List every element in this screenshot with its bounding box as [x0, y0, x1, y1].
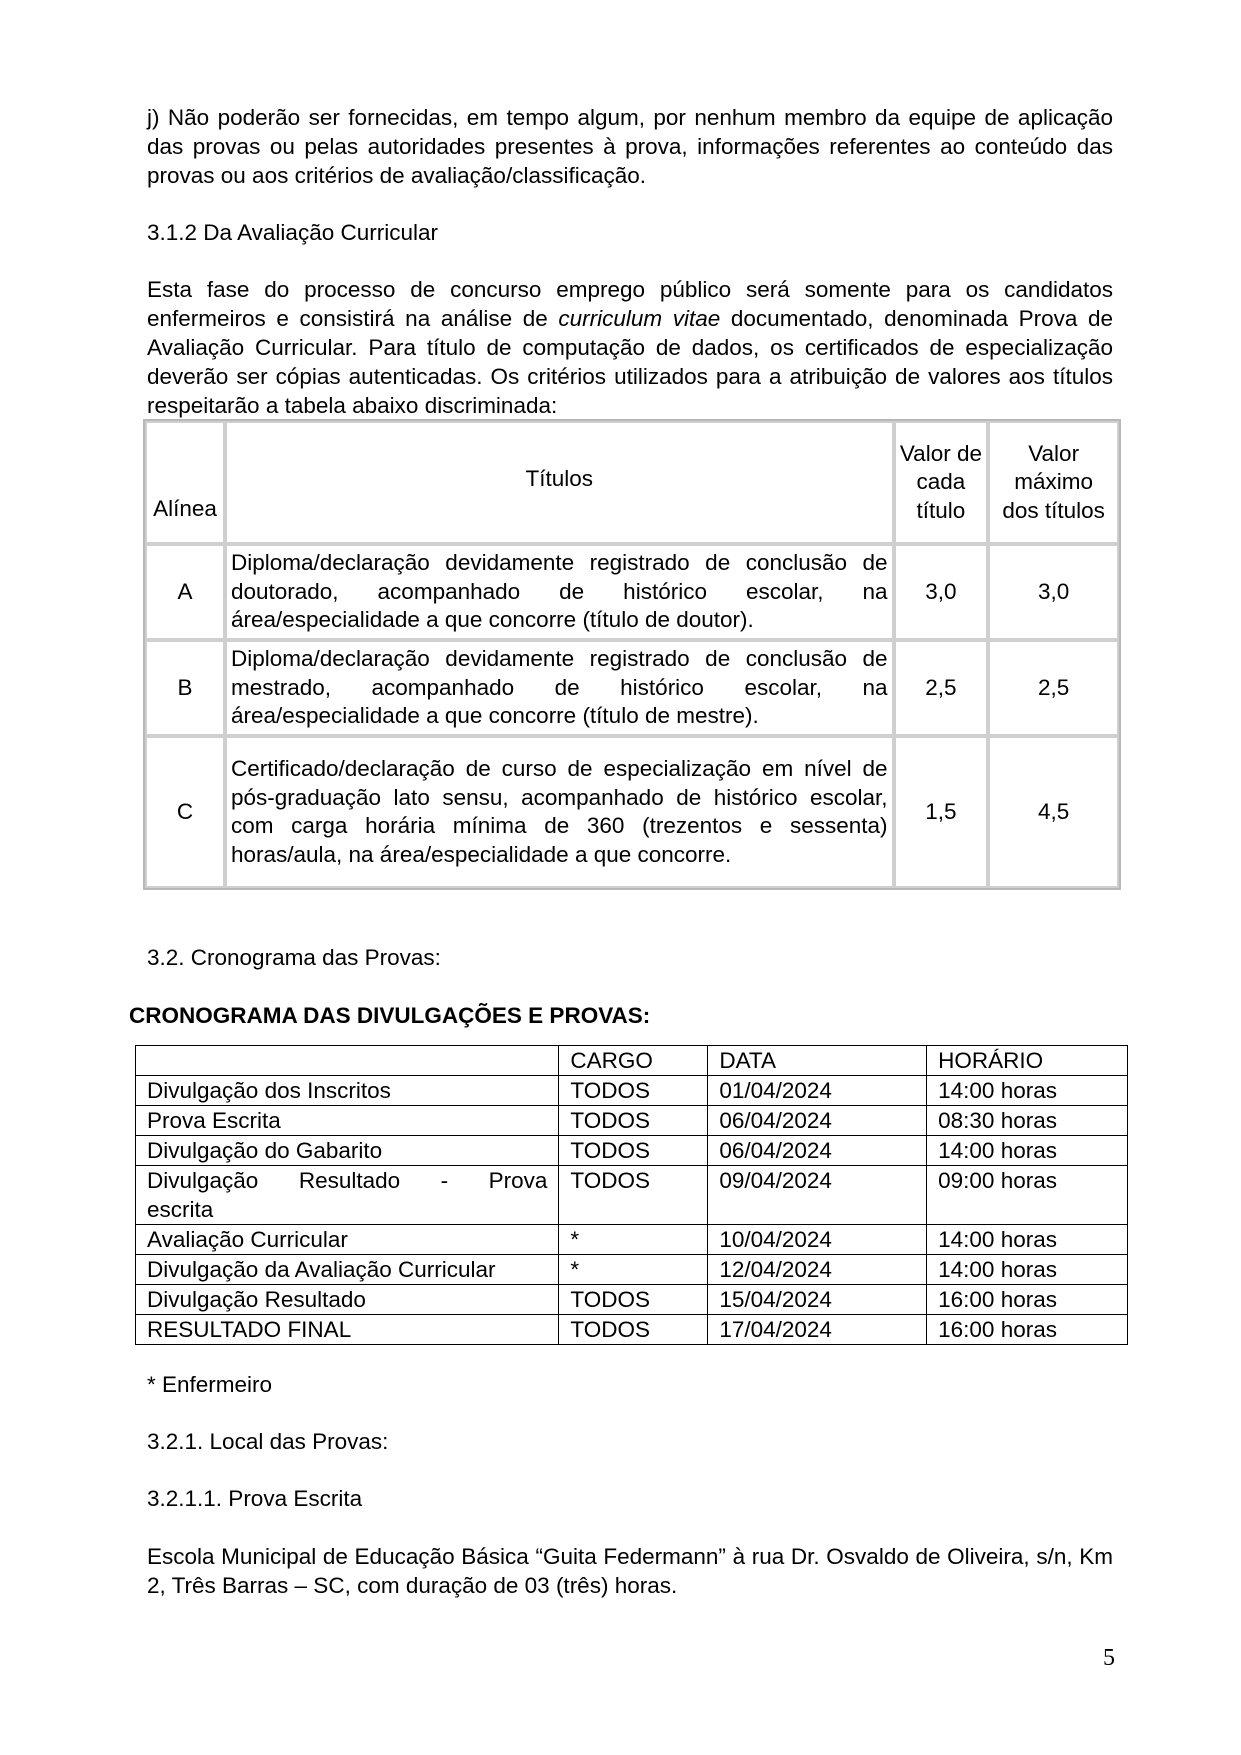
row-data: 15/04/2024	[708, 1285, 927, 1315]
header-valor-cada: Valor de cada título	[894, 421, 989, 544]
row-valor: 2,5	[894, 640, 989, 736]
row-cargo: TODOS	[559, 1285, 708, 1315]
section-heading-3-2-1	[147, 1427, 1113, 1456]
local-paragraph	[147, 1542, 1113, 1600]
titles-table	[143, 419, 1121, 890]
row-valor: 3,0	[894, 544, 989, 640]
row-evento: Divulgação da Avaliação Curricular	[136, 1255, 559, 1285]
row-data: 09/04/2024	[708, 1166, 927, 1225]
header-alinea: Alínea	[145, 421, 225, 544]
table-row	[145, 640, 1119, 736]
row-max: 3,0	[988, 544, 1119, 640]
row-evento: Divulgação dos Inscritos	[136, 1076, 559, 1106]
row-evento: Prova Escrita	[136, 1106, 559, 1136]
local-text: Escola Municipal de Educação Básica “Guita Federmann” à rua Dr. Osvaldo de Oliveira, s/n, Km 2, Três Barras – SC, com duração de 03 (três) horas.	[147, 1544, 1113, 1598]
table-row	[145, 736, 1119, 888]
row-titulo: Certificado/declaração de curso de especialização em nível de pós-graduação lato sensu, acompanhado de histórico escolar, com carga horária mínima de 360 (trezentos e sessenta) horas/aula, na área/especialidade a que concorre.	[225, 736, 894, 888]
table-row	[136, 1076, 1128, 1106]
table-row	[136, 1285, 1128, 1315]
table-row	[136, 1166, 1128, 1225]
row-max: 2,5	[988, 640, 1119, 736]
row-data: 12/04/2024	[708, 1255, 927, 1285]
row-valor: 1,5	[894, 736, 989, 888]
row-max: 4,5	[988, 736, 1119, 888]
footnote	[147, 1370, 1113, 1399]
row-horario: 08:30 horas	[927, 1106, 1128, 1136]
intro-italic: curriculum vitae	[558, 306, 721, 331]
row-alinea: C	[145, 736, 225, 888]
row-horario: 09:00 horas	[927, 1166, 1128, 1225]
table-row	[136, 1315, 1128, 1345]
row-cargo: TODOS	[559, 1315, 708, 1345]
row-alinea: B	[145, 640, 225, 736]
table-row	[145, 544, 1119, 640]
section-3-2-text: 3.2. Cronograma das Provas:	[147, 945, 441, 970]
intro-part2: documentado, denominada Prova de Avaliação Curricular. Para título de computação de dados, os certificados de especialização deverão ser cópias autenticadas. Os critérios utilizados para a atribuição de valores aos títulos respeitarão a tabela abaixo discriminada:	[147, 306, 1114, 418]
row-data: 01/04/2024	[708, 1076, 927, 1106]
row-data: 17/04/2024	[708, 1315, 927, 1345]
section-heading-3-1-2	[147, 218, 1113, 247]
row-titulo: Diploma/declaração devidamente registrado de conclusão de doutorado, acompanhado de histórico escolar, na área/especialidade a que concorre (título de doutor).	[225, 544, 894, 640]
intro-text	[147, 275, 1113, 420]
section-heading-3-2	[147, 943, 1113, 972]
cronograma-title-text: CRONOGRAMA DAS DIVULGAÇÕES E PROVAS:	[129, 1003, 651, 1028]
row-evento: RESULTADO FINAL	[136, 1315, 559, 1345]
row-cargo: TODOS	[559, 1136, 708, 1166]
row-cargo: TODOS	[559, 1106, 708, 1136]
table-row	[136, 1255, 1128, 1285]
section-heading-3-2-1-1	[147, 1484, 1113, 1513]
row-cargo: TODOS	[559, 1076, 708, 1106]
header-evento	[136, 1046, 559, 1076]
section-3-2-1-1-text: 3.2.1.1. Prova Escrita	[147, 1486, 363, 1511]
footnote-text: * Enfermeiro	[147, 1372, 273, 1397]
titles-table-header	[145, 421, 1119, 544]
row-evento: Divulgação Resultado - Prova escrita	[136, 1166, 559, 1225]
row-horario: 16:00 horas	[927, 1315, 1128, 1345]
row-horario: 16:00 horas	[927, 1285, 1128, 1315]
row-cargo: *	[559, 1255, 708, 1285]
paragraph-j	[147, 103, 1113, 190]
row-data: 06/04/2024	[708, 1136, 927, 1166]
paragraph-j-text: j) Não poderão ser fornecidas, em tempo algum, por nenhum membro da equipe de aplicação das provas ou pelas autoridades presentes à prova, informações referentes ao conteúdo das provas ou aos critérios de avaliação/classificação.	[147, 105, 1113, 188]
table-row	[136, 1136, 1128, 1166]
section-3-1-2-text: 3.1.2 Da Avaliação Curricular	[147, 220, 438, 245]
row-evento: Avaliação Curricular	[136, 1225, 559, 1255]
row-horario: 14:00 horas	[927, 1136, 1128, 1166]
intro-paragraph	[147, 275, 1113, 420]
row-horario: 14:00 horas	[927, 1255, 1128, 1285]
row-titulo: Diploma/declaração devidamente registrado de conclusão de mestrado, acompanhado de histórico escolar, na área/especialidade a que concorre (título de mestre).	[225, 640, 894, 736]
row-evento: Divulgação Resultado	[136, 1285, 559, 1315]
row-horario: 14:00 horas	[927, 1225, 1128, 1255]
header-horario: HORÁRIO	[927, 1046, 1128, 1076]
section-3-2-1-text: 3.2.1. Local das Provas:	[147, 1429, 389, 1454]
row-cargo: TODOS	[559, 1166, 708, 1225]
row-horario: 14:00 horas	[927, 1076, 1128, 1106]
header-valor-max: Valor máximo dos títulos	[988, 421, 1119, 544]
row-alinea: A	[145, 544, 225, 640]
header-titulos: Títulos	[225, 421, 894, 544]
table-row	[136, 1225, 1128, 1255]
intro-part1: Esta fase do processo de concurso emprego público será somente para os candidatos enfermeiros e consistirá na análise de	[147, 277, 1113, 331]
row-data: 10/04/2024	[708, 1225, 927, 1255]
schedule-table	[135, 1045, 1128, 1345]
header-data: DATA	[708, 1046, 927, 1076]
header-cargo: CARGO	[559, 1046, 708, 1076]
row-evento: Divulgação do Gabarito	[136, 1136, 559, 1166]
page-number: 5	[1103, 1645, 1115, 1671]
schedule-header	[136, 1046, 1128, 1076]
table-row	[136, 1106, 1128, 1136]
cronograma-title	[129, 1001, 1095, 1030]
row-data: 06/04/2024	[708, 1106, 927, 1136]
row-cargo: *	[559, 1225, 708, 1255]
